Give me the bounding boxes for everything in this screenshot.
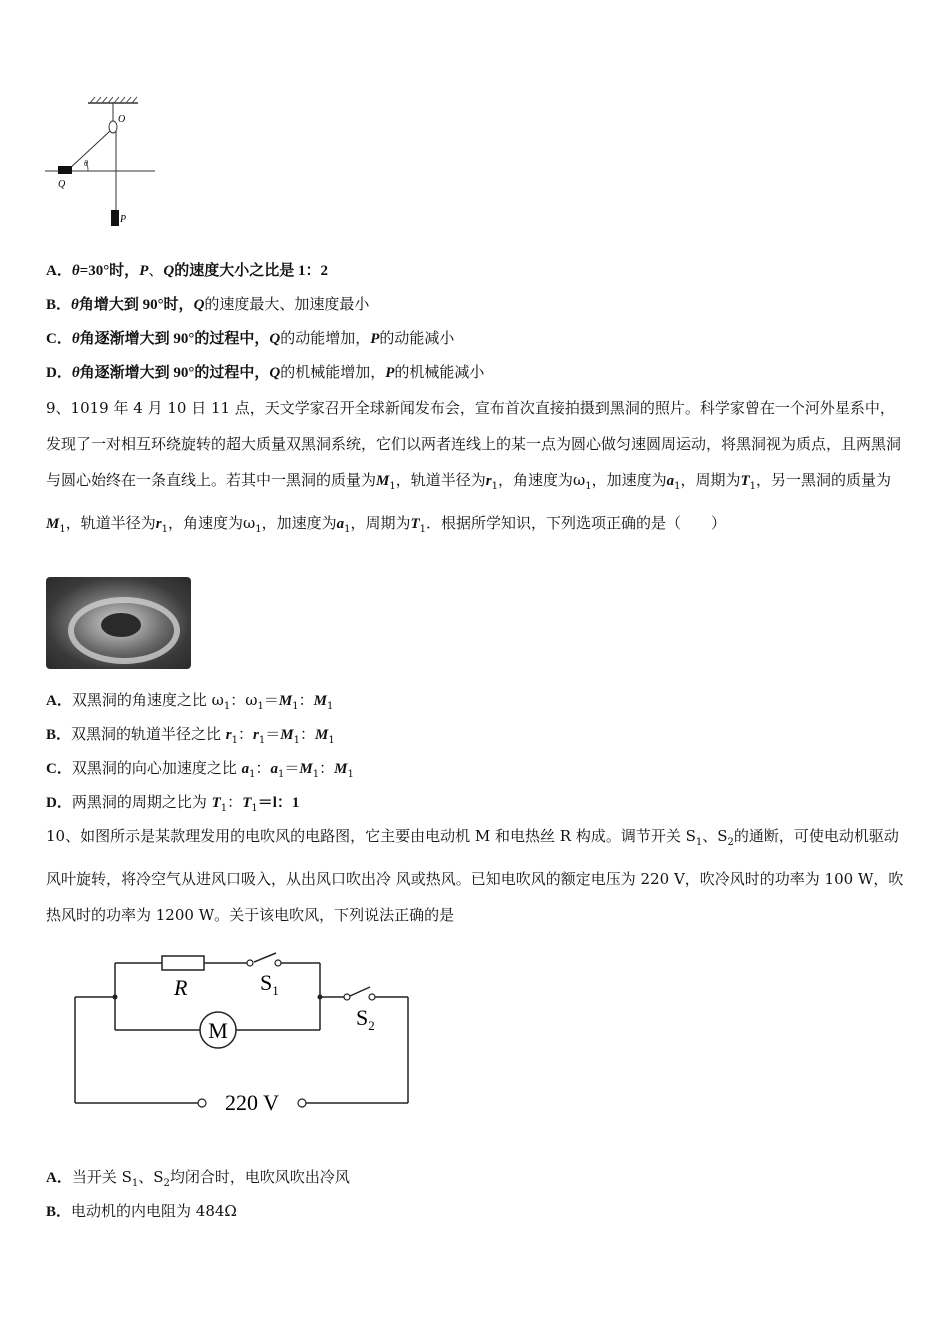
switch-s2-label: $S_2$	[356, 1005, 375, 1033]
pulley-figure	[40, 95, 170, 230]
q8-option-c: C．θ角逐渐增大到 90°的过程中，Q的动能增加，P的动能减小	[46, 329, 455, 347]
q9-stem: 9、1019 年 4 月 10 日 11 点，天文学家召开全球新闻发布会，宣布首次直接拍摄到黑洞的照片。科学家曾在一个河外星系中，发现了一对相互环绕旋转的超大质量双黑洞系统，它们以两者连线上的某一点为圆心做匀速圆周运动，将黑洞视为质点，且两黑洞与圆心始终在一条直线上。若其中一黑洞的质量为$M_1$，轨道半径为$r_1$，角速度为$\omega_1$，加速度为$a_1$，周期为$T_1$，另一黑洞的质量为$M_1$，轨道半径为$r_1$，角速度为$\omega_1$，加速度为$a_1$，周期为$T_1$．根据所学知识，下列选项正确的是（ ）	[46, 399, 902, 535]
q9-option-c: C．双黑洞的向心加速度之比 $a_1$：$a_1=M_1$：$M_1$	[46, 759, 354, 780]
voltage-label: 220 V	[225, 1090, 279, 1115]
label-o: O	[118, 114, 126, 125]
resistor-label: R	[174, 975, 188, 1000]
q8-option-a: A．θ=30°时，P、Q的速度大小之比是 1：2	[46, 261, 328, 279]
label-q: Q	[58, 179, 66, 190]
q9-option-d: D．两黑洞的周期之比为 $T_1$：$T_1=l$：1	[46, 793, 300, 814]
q8-option-d: D．θ角逐渐增大到 90°的过程中，Q的机械能增加，P的机械能减小	[46, 363, 485, 381]
label-p: P	[120, 214, 127, 225]
circuit-diagram	[70, 945, 415, 1120]
label-theta: θ	[84, 159, 88, 168]
q8-option-b: B．θ角增大到 90°时，Q的速度最大、加速度最小	[46, 295, 370, 313]
q10-option-a: A．当开关 $S_1$、$S_2$均闭合时，电吹风吹出冷风	[46, 1168, 350, 1189]
switch-s1-label: $S_1$	[260, 970, 279, 998]
q10-option-b: B．电动机的内电阻为 484Ω	[46, 1202, 237, 1220]
q10-stem: 10、如图所示是某款理发用的电吹风的电路图，它主要由电动机 M 和电热丝 R 构成。调节开关 $S_1$、$S_2$的通断，可使电动机驱动风叶旋转，将冷空气从进风口吸入，从出风口吹出冷 风或热风。已知电吹风的额定电压为 220 V，吹冷风时的功率为 100 W，吹热风时的功率为 1200 W。关于该电吹风，下列说法正确的是	[46, 827, 904, 924]
q9-option-a: A．双黑洞的角速度之比 $\omega_1$：$\omega_1=M_1$：$M_1$	[46, 691, 334, 712]
motor-label: M	[208, 1018, 228, 1043]
q9-option-b: B．双黑洞的轨道半径之比 $r_1$：$r_1=M_1$：$M_1$	[46, 725, 335, 746]
black-hole-photo	[46, 577, 191, 669]
